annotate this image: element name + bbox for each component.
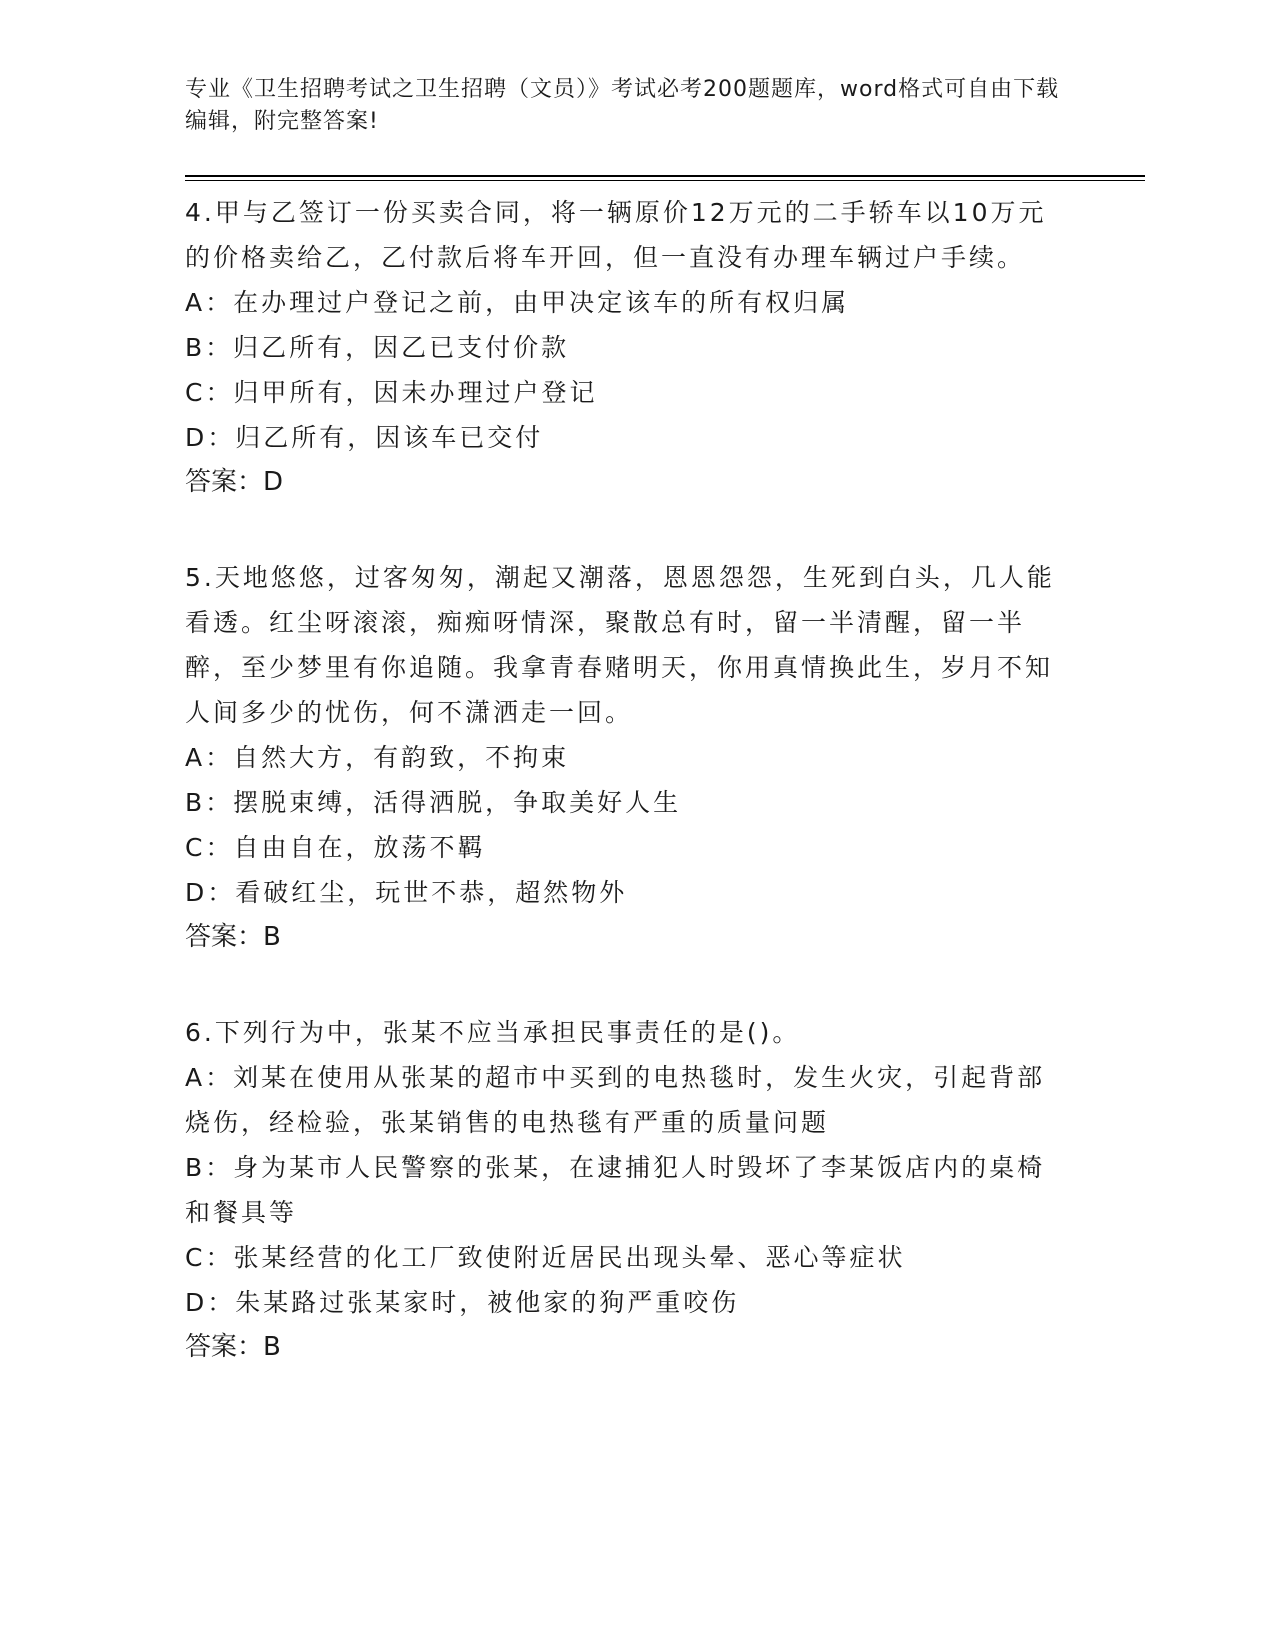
question-item xyxy=(185,190,1065,505)
option-a: A：在办理过户登记之前，由甲决定该车的所有权归属 xyxy=(185,288,850,317)
question-stem: 5.天地悠悠，过客匆匆，潮起又潮落，恩恩怨怨，生死到白头，几人能看透。红尘呀滚滚，痴痴呀情深，聚散总有时，留一半清醒，留一半醉，至少梦里有你追随。我拿青春赌明天，你用真情换此生，岁月不知人间多少的忧伤，何不潇洒走一回。 xyxy=(185,563,1055,727)
question-item xyxy=(185,555,1065,960)
header-divider xyxy=(185,175,1145,177)
option-d: D：看破红尘，玩世不恭，超然物外 xyxy=(185,878,628,907)
question-stem: 6.下列行为中，张某不应当承担民事责任的是()。 xyxy=(185,1018,801,1047)
option-b: B：归乙所有，因乙已支付价款 xyxy=(185,333,570,362)
option-d: D：朱某路过张某家时，被他家的狗严重咬伤 xyxy=(185,1288,740,1317)
header-divider-thin xyxy=(185,180,1145,181)
question-list xyxy=(185,190,1065,1420)
document-header: 专业《卫生招聘考试之卫生招聘（文员）》考试必考200题题库，word格式可自由下载编辑，附完整答案! xyxy=(185,77,1060,134)
option-d: D：归乙所有，因该车已交付 xyxy=(185,423,544,452)
question-stem: 4.甲与乙签订一份买卖合同，将一辆原价12万元的二手轿车以10万元的价格卖给乙，乙付款后将车开回，但一直没有办理车辆过户手续。 xyxy=(185,198,1047,272)
question-item xyxy=(185,1010,1065,1370)
option-c: C：张某经营的化工厂致使附近居民出现头晕、恶心等症状 xyxy=(185,1243,906,1272)
option-c: C：归甲所有，因未办理过户登记 xyxy=(185,378,598,407)
answer-line: 答案：D xyxy=(185,467,284,497)
option-a: A：刘某在使用从张某的超市中买到的电热毯时，发生火灾，引起背部烧伤，经检验，张某销售的电热毯有严重的质量问题 xyxy=(185,1063,1046,1137)
answer-line: 答案：B xyxy=(185,922,281,952)
option-c: C：自由自在，放荡不羁 xyxy=(185,833,486,862)
answer-line: 答案：B xyxy=(185,1332,281,1362)
option-a: A：自然大方，有韵致，不拘束 xyxy=(185,743,570,772)
option-b: B：身为某市人民警察的张某，在逮捕犯人时毁坏了李某饭店内的桌椅和餐具等 xyxy=(185,1153,1046,1227)
option-b: B：摆脱束缚，活得洒脱，争取美好人生 xyxy=(185,788,682,817)
